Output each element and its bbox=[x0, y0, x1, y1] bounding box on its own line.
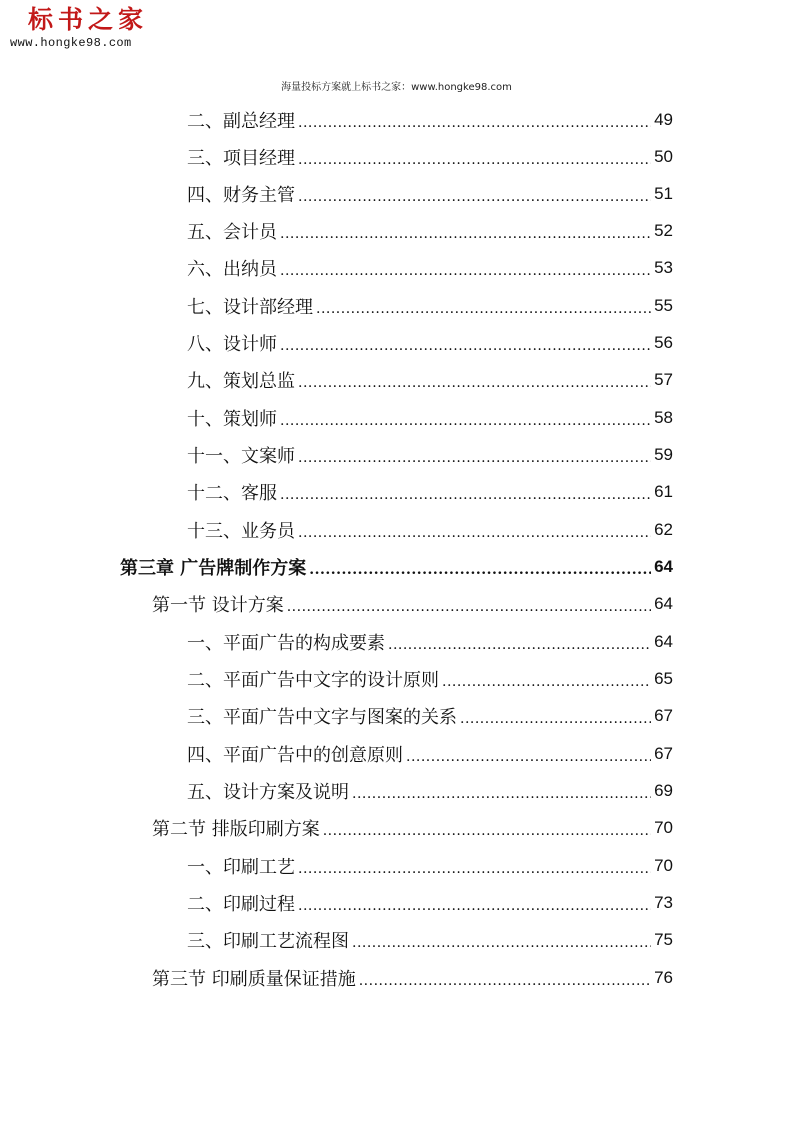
toc-entry-label: 六、出纳员 bbox=[187, 258, 277, 280]
toc-entry[interactable] bbox=[187, 772, 673, 809]
toc-leader bbox=[298, 898, 651, 914]
toc-entry-page: 62 bbox=[654, 519, 673, 539]
logo-url: www.hongke98.com bbox=[10, 36, 132, 50]
toc-entry-page: 64 bbox=[654, 593, 673, 613]
toc-leader bbox=[280, 413, 651, 429]
toc-entry-page: 59 bbox=[654, 444, 673, 464]
toc-leader bbox=[280, 338, 651, 354]
toc-leader bbox=[460, 711, 651, 727]
toc-section-entry[interactable] bbox=[152, 959, 673, 996]
toc-entry[interactable] bbox=[187, 473, 673, 510]
toc-entry-label: 五、设计方案及说明 bbox=[187, 781, 349, 803]
toc-entry-label: 一、平面广告的构成要素 bbox=[187, 632, 385, 654]
toc-entry-page: 73 bbox=[654, 892, 673, 912]
toc-entry[interactable] bbox=[187, 399, 673, 436]
toc-entry[interactable] bbox=[187, 660, 673, 697]
toc-entry-page: 67 bbox=[654, 705, 673, 725]
toc-entry[interactable] bbox=[187, 697, 673, 734]
toc-leader bbox=[298, 450, 651, 466]
toc-entry-label: 九、策划总监 bbox=[187, 370, 295, 392]
toc-chapter-entry[interactable] bbox=[120, 548, 673, 585]
toc-section-entry[interactable] bbox=[152, 809, 673, 846]
toc-leader bbox=[388, 637, 651, 653]
toc-entry-label: 三、平面广告中文字与图案的关系 bbox=[187, 706, 457, 728]
toc-entry[interactable] bbox=[187, 511, 673, 548]
toc-entry-label: 十二、客服 bbox=[187, 482, 277, 504]
toc-entry-label: 第一节 设计方案 bbox=[152, 594, 284, 616]
toc-leader bbox=[352, 935, 651, 951]
toc-leader bbox=[309, 562, 651, 578]
toc-section-entry[interactable] bbox=[152, 585, 673, 622]
logo-text: 标书之家 bbox=[28, 5, 149, 34]
toc-entry-page: 70 bbox=[654, 817, 673, 837]
toc-entry[interactable] bbox=[187, 212, 673, 249]
toc-leader bbox=[298, 525, 651, 541]
toc-entry[interactable] bbox=[187, 249, 673, 286]
toc-leader bbox=[287, 599, 651, 615]
toc-entry-label: 三、印刷工艺流程图 bbox=[187, 930, 349, 952]
toc-entry-label: 十一、文案师 bbox=[187, 445, 295, 467]
toc-entry-page: 67 bbox=[654, 743, 673, 763]
toc-leader bbox=[316, 301, 651, 317]
site-logo[interactable] bbox=[10, 6, 148, 50]
toc-entry-label: 第二节 排版印刷方案 bbox=[152, 818, 320, 840]
toc-entry-page: 70 bbox=[654, 855, 673, 875]
toc-leader bbox=[298, 861, 651, 877]
toc-entry-label: 二、印刷过程 bbox=[187, 893, 295, 915]
toc-leader bbox=[359, 973, 651, 989]
toc-leader bbox=[298, 189, 651, 205]
toc-leader bbox=[280, 226, 651, 242]
toc-leader bbox=[352, 786, 651, 802]
toc-entry[interactable] bbox=[187, 735, 673, 772]
toc-leader bbox=[280, 487, 651, 503]
toc-entry-page: 49 bbox=[654, 109, 673, 129]
toc-entry-page: 57 bbox=[654, 369, 673, 389]
toc-entry[interactable] bbox=[187, 175, 673, 212]
toc-leader bbox=[298, 115, 651, 131]
toc-entry-page: 51 bbox=[654, 183, 673, 203]
toc-entry-page: 69 bbox=[654, 780, 673, 800]
toc-entry[interactable] bbox=[187, 436, 673, 473]
toc-entry[interactable] bbox=[187, 361, 673, 398]
toc-leader bbox=[406, 749, 651, 765]
toc-entry[interactable] bbox=[187, 287, 673, 324]
toc-entry-label: 三、项目经理 bbox=[187, 147, 295, 169]
toc-entry-label: 十、策划师 bbox=[187, 408, 277, 430]
toc-leader bbox=[298, 152, 651, 168]
toc-entry-page: 75 bbox=[654, 929, 673, 949]
toc-entry[interactable] bbox=[187, 884, 673, 921]
toc-entry-label: 二、副总经理 bbox=[187, 110, 295, 132]
toc-entry[interactable] bbox=[187, 138, 673, 175]
toc-entry-label: 一、印刷工艺 bbox=[187, 856, 295, 878]
toc-entry-page: 76 bbox=[654, 967, 673, 987]
toc-entry-label: 第三节 印刷质量保证措施 bbox=[152, 968, 356, 990]
toc-entry-page: 56 bbox=[654, 332, 673, 352]
toc-entry[interactable] bbox=[187, 623, 673, 660]
toc-entry-page: 52 bbox=[654, 220, 673, 240]
toc-entry-page: 53 bbox=[654, 257, 673, 277]
toc-entry-page: 61 bbox=[654, 481, 673, 501]
toc-entry-label: 四、平面广告中的创意原则 bbox=[187, 744, 403, 766]
toc-entry-page: 55 bbox=[654, 295, 673, 315]
toc-entry-label: 十三、业务员 bbox=[187, 520, 295, 542]
toc-entry-page: 65 bbox=[654, 668, 673, 688]
toc-leader bbox=[280, 263, 651, 279]
toc-leader bbox=[442, 674, 651, 690]
toc-entry-label: 第三章 广告牌制作方案 bbox=[120, 557, 307, 579]
header-note: 海量投标方案就上标书之家：www.hongke98.com bbox=[281, 82, 512, 93]
toc-entry-label: 二、平面广告中文字的设计原则 bbox=[187, 669, 439, 691]
toc-leader bbox=[298, 375, 651, 391]
toc-entry[interactable] bbox=[187, 101, 673, 138]
toc-entry-page: 58 bbox=[654, 407, 673, 427]
toc-entry[interactable] bbox=[187, 847, 673, 884]
toc-entry-label: 四、财务主管 bbox=[187, 184, 295, 206]
toc-entry-label: 八、设计师 bbox=[187, 333, 277, 355]
toc-entry[interactable] bbox=[187, 324, 673, 361]
toc-entry[interactable] bbox=[187, 921, 673, 958]
toc-entry-page: 64 bbox=[654, 631, 673, 651]
toc-entry-page: 50 bbox=[654, 146, 673, 166]
toc-entry-label: 五、会计员 bbox=[187, 221, 277, 243]
toc-entry-page: 64 bbox=[654, 556, 673, 576]
toc-entry-label: 七、设计部经理 bbox=[187, 296, 313, 318]
toc-leader bbox=[323, 823, 651, 839]
